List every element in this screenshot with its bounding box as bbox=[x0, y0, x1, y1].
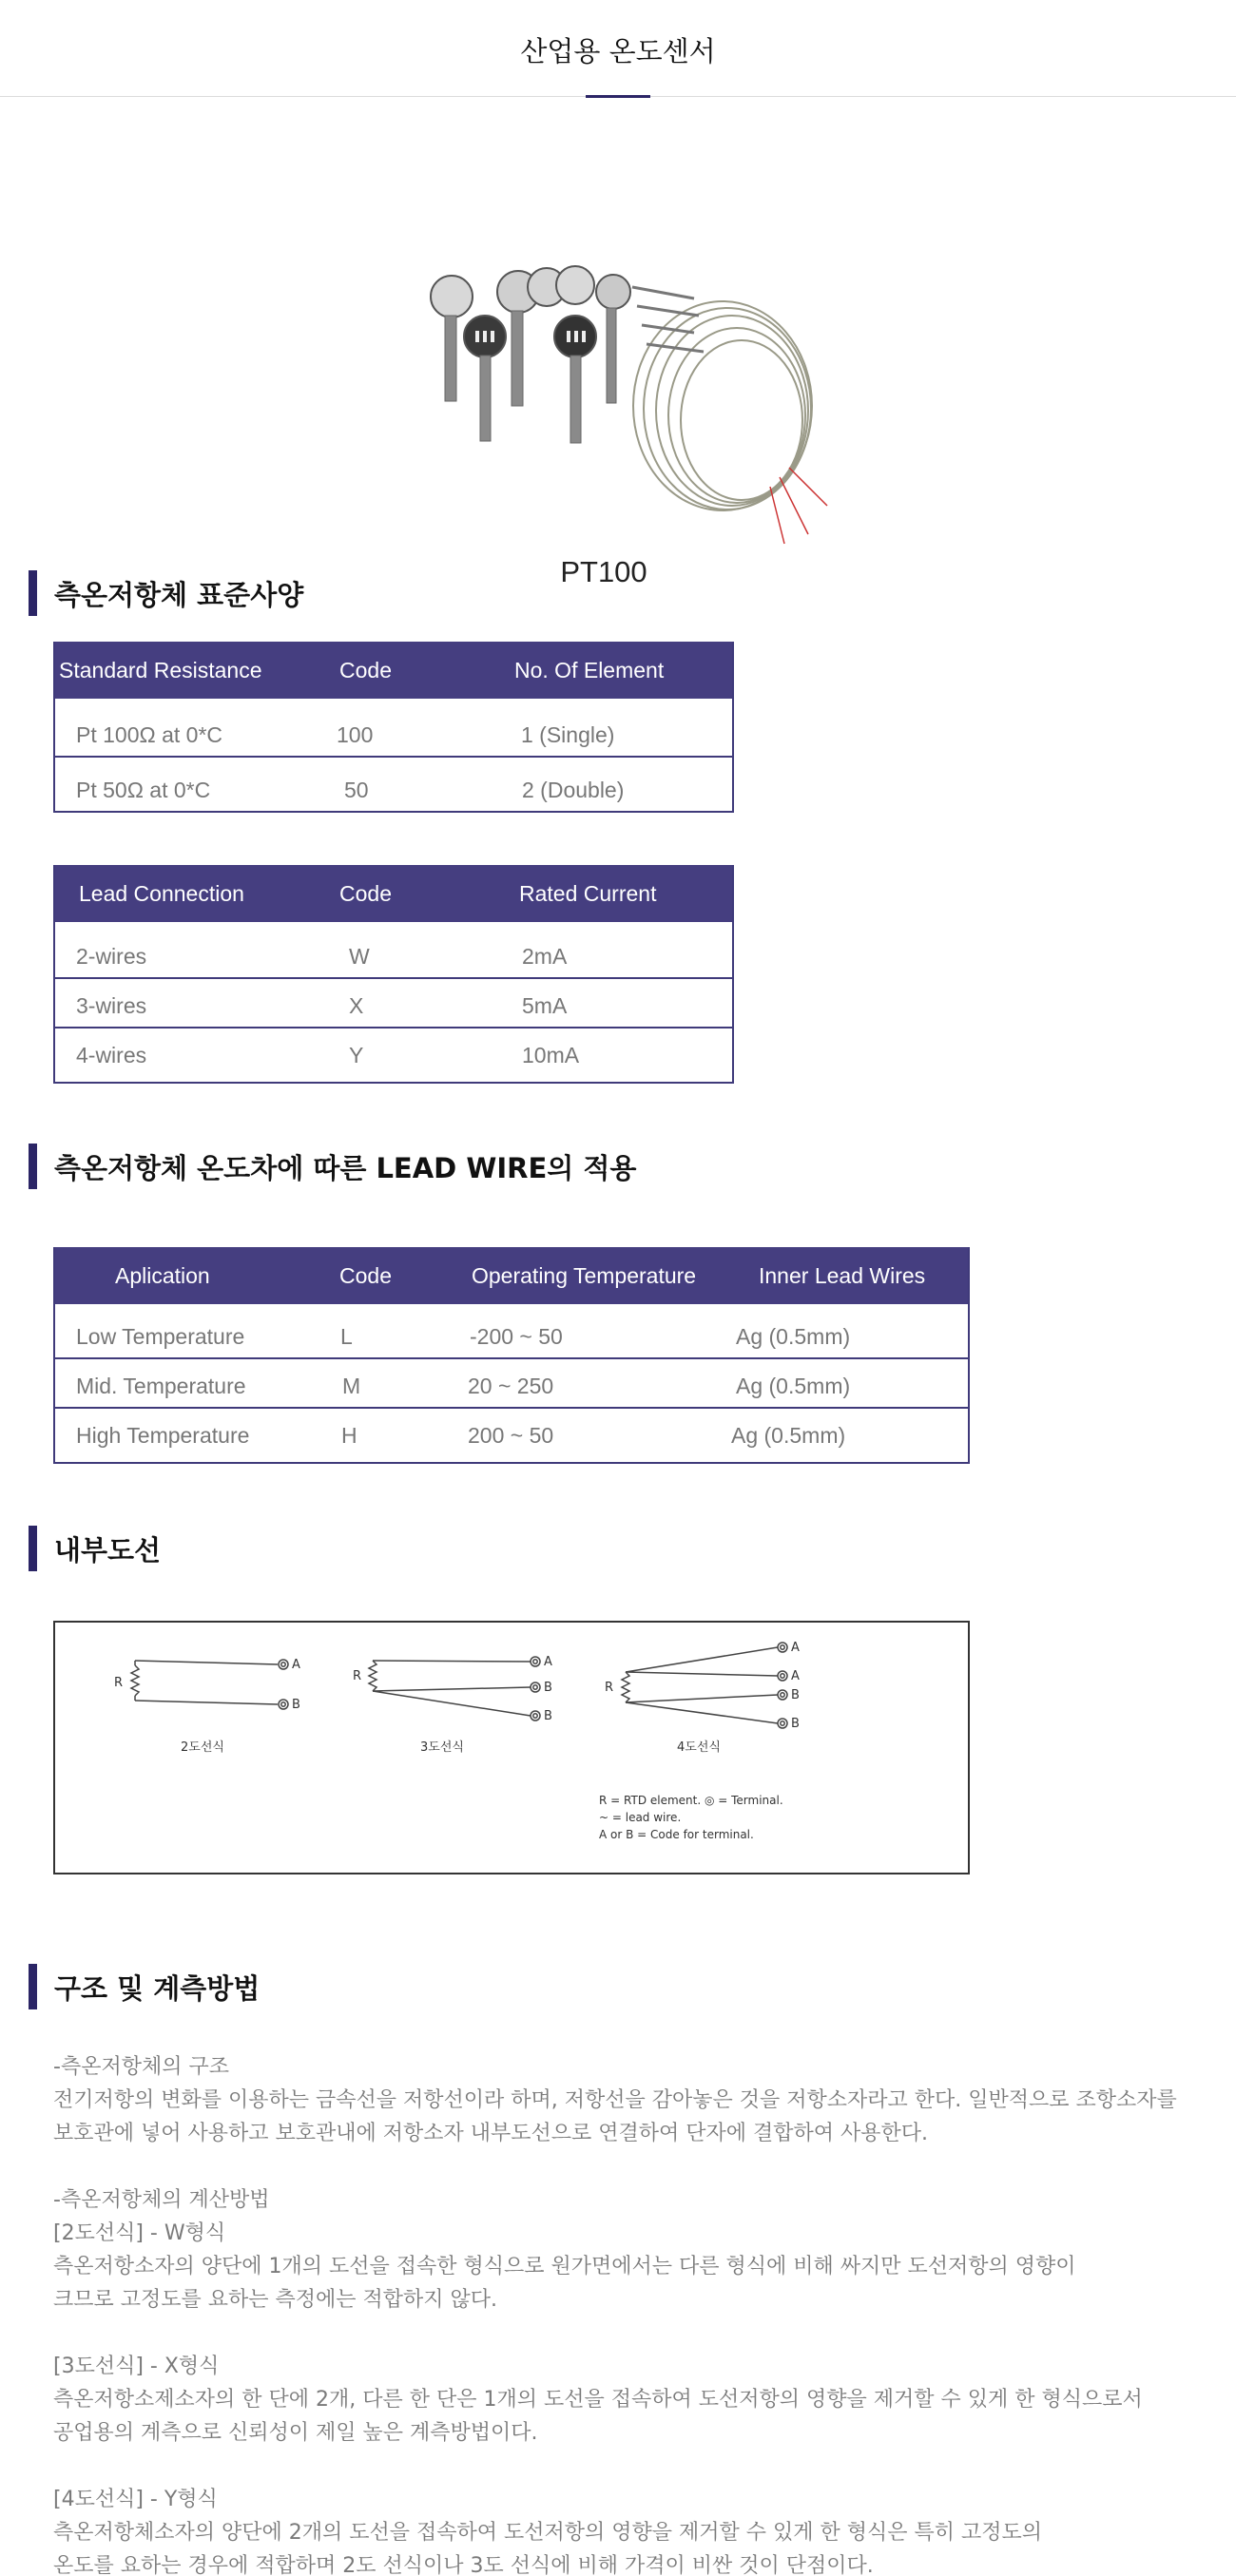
table-cell: 5mA bbox=[522, 993, 568, 1018]
section-heading-spec bbox=[29, 570, 303, 616]
terminal-icon bbox=[781, 1645, 784, 1649]
terminal-icon bbox=[778, 1643, 787, 1652]
terminal-icon bbox=[778, 1671, 787, 1681]
paragraph-line: 공업용의 계측으로 신뢰성이 제일 높은 계측방법이다. bbox=[53, 2421, 538, 2445]
table-cell: Ag (0.5mm) bbox=[736, 1324, 851, 1349]
section-title: 측온저항체 온도차에 따른 LEAD WIRE의 적용 bbox=[54, 1151, 637, 1184]
section-title: 구조 및 계측방법 bbox=[54, 1971, 261, 2005]
table-cell: 2-wires bbox=[76, 944, 147, 969]
diagram-caption: 3도선식 bbox=[420, 1740, 464, 1755]
section-heading-structure bbox=[29, 1964, 260, 2009]
paragraph-title: [2도선식] - W형식 bbox=[53, 2221, 226, 2245]
terminal-label: A bbox=[544, 1655, 552, 1669]
table-cell: X bbox=[349, 993, 364, 1018]
page-header bbox=[0, 0, 1236, 97]
title-underline bbox=[586, 95, 650, 98]
table-row bbox=[55, 699, 732, 756]
table-cell: 2 (Double) bbox=[522, 778, 625, 802]
table-row bbox=[55, 1304, 968, 1357]
lead-wire bbox=[135, 1661, 278, 1664]
paragraph-line: 측온저항체소자의 양단에 2개의 도선을 접속하여 도선저항의 영향을 제거할 수 있게 한 형식은 특히 고정도의 bbox=[53, 2521, 1042, 2545]
page-title: 산업용 온도센서 bbox=[520, 35, 716, 67]
terminal-icon bbox=[781, 1693, 784, 1697]
table-cell: -200 ~ 50 bbox=[470, 1324, 563, 1349]
terminal-icon bbox=[533, 1685, 537, 1689]
terminal-icon bbox=[281, 1663, 285, 1666]
column-header: Inner Lead Wires bbox=[759, 1263, 926, 1288]
product-caption: PT100 bbox=[560, 555, 647, 588]
section-bar bbox=[29, 570, 37, 616]
terminal-label: B bbox=[292, 1698, 300, 1712]
lead-wire-application-table bbox=[53, 1247, 970, 1464]
table-cell: 3-wires bbox=[76, 993, 147, 1018]
section-bar bbox=[29, 1964, 37, 2009]
lead-wire bbox=[135, 1701, 278, 1704]
lead-wire bbox=[373, 1687, 531, 1691]
lead-wire bbox=[373, 1691, 531, 1716]
lead-connection-table bbox=[53, 865, 734, 1084]
paragraph-line: 측온저항소자의 양단에 1개의 도선을 접속한 형식으로 원가면에서는 다른 형식에 비해 싸지만 도선저항의 영향이 bbox=[53, 2255, 1076, 2278]
table-cell: Low Temperature bbox=[76, 1324, 245, 1349]
resistor-icon bbox=[131, 1665, 139, 1696]
table-cell: Mid. Temperature bbox=[76, 1374, 246, 1398]
terminal-icon bbox=[781, 1674, 784, 1678]
resistor-icon bbox=[622, 1672, 629, 1702]
terminal-label: B bbox=[544, 1681, 552, 1695]
diagram-caption: 2도선식 bbox=[181, 1740, 224, 1755]
lead-wire bbox=[626, 1647, 778, 1672]
table-cell: 4-wires bbox=[76, 1043, 147, 1067]
section-title: 내부도선 bbox=[54, 1533, 162, 1567]
terminal-icon bbox=[778, 1719, 787, 1728]
terminal-label: A bbox=[292, 1658, 300, 1672]
column-header: Standard Resistance bbox=[59, 658, 262, 682]
wiring-diagram bbox=[53, 1621, 970, 1874]
paragraph-title: -측온저항체의 구조 bbox=[53, 2055, 229, 2079]
column-header: Lead Connection bbox=[79, 881, 244, 906]
terminal-label: B bbox=[544, 1709, 552, 1723]
terminal-label: A bbox=[791, 1641, 800, 1655]
terminal-label: A bbox=[791, 1669, 800, 1683]
column-header: Rated Current bbox=[519, 881, 657, 906]
resistor-label: R bbox=[605, 1681, 614, 1695]
paragraph-title: -측온저항체의 계산방법 bbox=[53, 2188, 270, 2212]
resistor-icon bbox=[369, 1661, 377, 1691]
paragraph-line: 온도를 요하는 경우에 적합하며 2도 선식이나 3도 선식에 비해 가격이 비싼 것이 단점이다. bbox=[53, 2554, 874, 2576]
column-header: Aplication bbox=[115, 1263, 210, 1288]
column-header: Code bbox=[339, 658, 392, 682]
section-bar bbox=[29, 1526, 37, 1571]
table-header bbox=[55, 1247, 968, 1304]
table-header bbox=[55, 642, 732, 699]
lead-wire bbox=[626, 1672, 778, 1676]
table-row bbox=[55, 1407, 968, 1462]
diagram-legend: A or B = Code for terminal. bbox=[599, 1828, 754, 1841]
table-cell: 200 ~ 50 bbox=[468, 1423, 554, 1448]
terminal-label: B bbox=[791, 1717, 800, 1731]
table-cell: Ag (0.5mm) bbox=[731, 1423, 846, 1448]
table-row bbox=[55, 1357, 968, 1407]
table-cell: Y bbox=[349, 1043, 364, 1067]
diagram-caption: 4도선식 bbox=[677, 1740, 721, 1755]
terminal-icon bbox=[531, 1711, 540, 1721]
structure-description bbox=[53, 2050, 1194, 2576]
table-cell: Pt 100Ω at 0*C bbox=[76, 722, 223, 747]
spacer bbox=[53, 2316, 1194, 2350]
spacer bbox=[53, 2450, 1194, 2483]
table-cell: High Temperature bbox=[76, 1423, 250, 1448]
column-header: Operating Temperature bbox=[472, 1263, 697, 1288]
lead-wire bbox=[626, 1695, 778, 1702]
terminal-icon bbox=[533, 1660, 537, 1663]
terminal-icon bbox=[279, 1660, 288, 1669]
table-cell: L bbox=[340, 1324, 353, 1349]
paragraph-line: 측온저항소제소자의 한 단에 2개, 다른 한 단은 1개의 도선을 접속하여 도선저항의 영향을 제거할 수 있게 한 형식으로서 bbox=[53, 2388, 1143, 2412]
table-row bbox=[55, 1027, 732, 1082]
table-cell: 50 bbox=[344, 778, 369, 802]
column-header: No. Of Element bbox=[514, 658, 665, 682]
table-cell: 2mA bbox=[522, 944, 568, 969]
product-image bbox=[409, 249, 884, 553]
table-row bbox=[55, 922, 732, 977]
terminal-icon bbox=[781, 1721, 784, 1725]
diagram-legend: R = RTD element. ◎ = Terminal. bbox=[599, 1794, 783, 1807]
table-cell: Pt 50Ω at 0*C bbox=[76, 778, 211, 802]
column-header: Code bbox=[339, 881, 392, 906]
section-title: 측온저항체 표준사양 bbox=[54, 578, 304, 611]
paragraph-title: [3도선식] - X형식 bbox=[53, 2355, 220, 2378]
diagram-legend: ~ = lead wire. bbox=[599, 1811, 682, 1824]
paragraph-line: 전기저항의 변화를 이용하는 금속선을 저항선이라 하며, 저항선을 감아놓은 것을 저항소자라고 한다. 일반적으로 조항소자를 bbox=[53, 2088, 1177, 2112]
spacer bbox=[53, 2150, 1194, 2183]
paragraph-line: 보호관에 넣어 사용하고 보호관내에 저항소자 내부도선으로 연결하여 단자에 결합하여 사용한다. bbox=[53, 2122, 929, 2145]
resistor-label: R bbox=[114, 1676, 124, 1690]
terminal-icon bbox=[531, 1657, 540, 1666]
section-bar bbox=[29, 1144, 37, 1189]
terminal-icon bbox=[533, 1714, 537, 1718]
paragraph-line: 크므로 고정도를 요하는 측정에는 적합하지 않다. bbox=[53, 2288, 498, 2312]
column-header: Code bbox=[339, 1263, 392, 1288]
table-header bbox=[55, 865, 732, 922]
table-cell: 1 (Single) bbox=[521, 722, 615, 747]
table-cell: 20 ~ 250 bbox=[468, 1374, 554, 1398]
table-cell: H bbox=[341, 1423, 357, 1448]
terminal-label: B bbox=[791, 1688, 800, 1702]
table-row bbox=[55, 977, 732, 1027]
terminal-icon bbox=[281, 1702, 285, 1706]
table-cell: M bbox=[342, 1374, 361, 1398]
terminal-icon bbox=[778, 1690, 787, 1700]
wiring-diagram-drawing bbox=[55, 1623, 968, 1873]
lead-wire bbox=[626, 1702, 778, 1723]
terminal-icon bbox=[279, 1700, 288, 1709]
terminal-icon bbox=[531, 1682, 540, 1692]
table-cell: W bbox=[349, 944, 370, 969]
table-row bbox=[55, 756, 732, 811]
resistor-label: R bbox=[353, 1669, 362, 1683]
section-heading-leadwire bbox=[29, 1144, 636, 1189]
standard-resistance-table bbox=[53, 642, 734, 813]
paragraph-title: [4도선식] - Y형식 bbox=[53, 2488, 218, 2511]
section-heading-inner-wire bbox=[29, 1526, 161, 1571]
table-cell: Ag (0.5mm) bbox=[736, 1374, 851, 1398]
table-cell: 100 bbox=[337, 722, 374, 747]
lead-wire bbox=[373, 1661, 531, 1662]
table-cell: 10mA bbox=[522, 1043, 580, 1067]
